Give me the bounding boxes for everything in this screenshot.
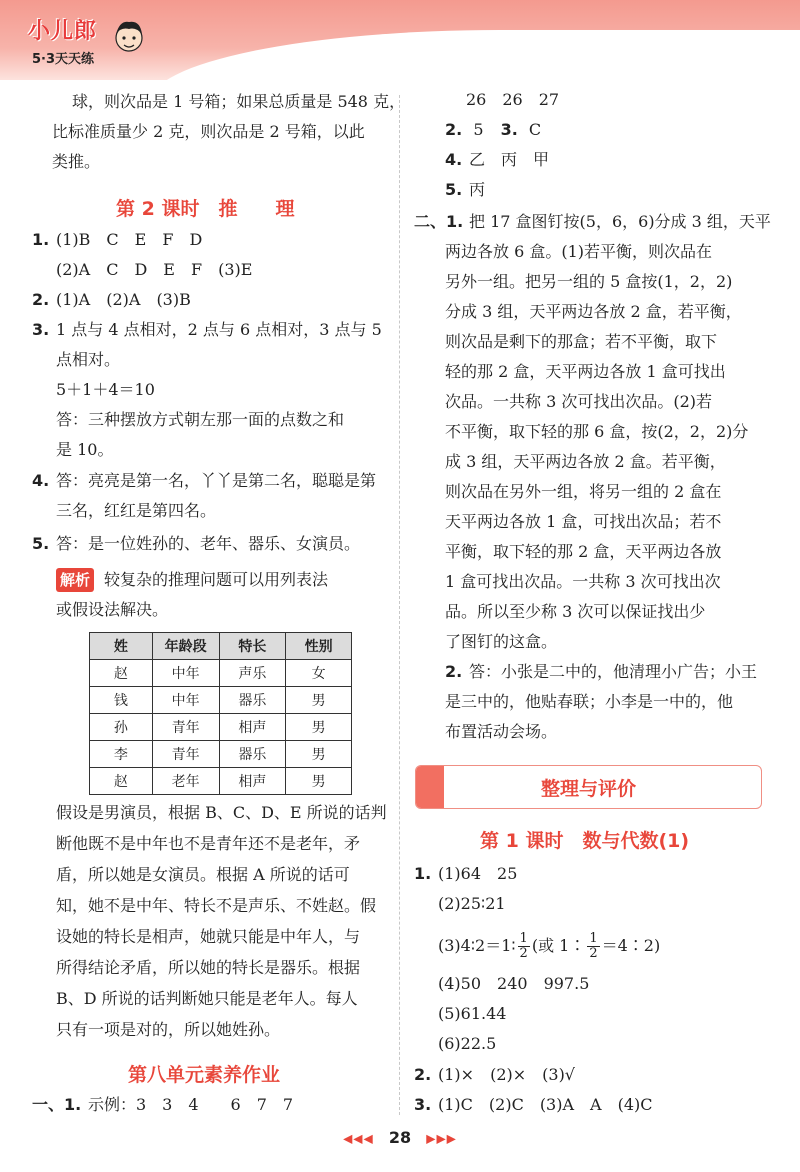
explain-line-1: 假设是男演员，根据 B、C、D、E 所说的话判 [56,803,387,822]
part2-q2-line-3: 布置活动会场。 [445,722,558,741]
a1-item-4: (4)50 240 997.5 [438,974,590,993]
r3-number: 3. [500,120,518,139]
intro-line-3: 类推。 [52,152,101,171]
a2-text: (1)× (2)× (3)√ [438,1065,576,1084]
section-banner [415,765,762,809]
a1-item-6: (6)22.5 [438,1034,497,1053]
table-cell: 赵 [90,660,153,687]
table-row [90,741,352,768]
part2-line-14: 品。所以至少称 3 次可以保证找出少 [445,602,706,621]
explain-line-8: 只有一项是对的，所以她姓孙。 [56,1020,281,1039]
intro-line-1: 球，则次品是 1 号箱；如果总质量是 548 克， [72,92,406,111]
part2-line-15: 了图钉的这盒。 [445,632,558,651]
table-cell: 女 [286,660,352,687]
part2-q2-line-2: 是三中的，他贴春联；小李是一中的，他 [445,692,734,711]
q5-number: 5. [32,534,50,553]
part2-q2-number: 2. [445,662,463,681]
table-header-row [90,633,352,660]
table-cell: 孙 [90,714,153,741]
fraction-numerator: 1 [519,931,528,946]
table-cell: 相声 [219,768,286,795]
table-cell: 男 [286,741,352,768]
logo-title: 小儿郎 [28,19,98,44]
q3-number: 3. [32,320,50,339]
q4-line-2: 三名，红红是第四名。 [56,501,217,520]
part2-line-6: 轻的那 2 盒，天平两边各放 1 盒可找出 [445,362,726,381]
analysis-text: 较复杂的推理问题可以用列表法 [104,570,329,589]
q4-line-1: 答：亮亮是第一名，丫丫是第二名，聪聪是第 [56,471,377,490]
table-cell: 中年 [152,687,219,714]
mascot-icon [112,18,146,58]
table-cell: 钱 [90,687,153,714]
reasoning-table [89,632,352,795]
table-cell: 器乐 [219,741,286,768]
table-cell: 男 [286,714,352,741]
page-number: 28 [388,1128,412,1147]
fraction-numerator: 1 [589,931,598,946]
next-arrows-icon: ▶▶▶ [426,1131,457,1146]
explain-line-5: 设她的特长是相声，她就只能是中年人，与 [56,927,361,946]
r5-text: 丙 [469,180,486,199]
table-row [90,660,352,687]
brand-logo [28,14,148,74]
part2-line-4: 分成 3 组，天平两边各放 2 盒，若平衡， [445,302,742,321]
a1-3-pre: (3)4∶2＝1∶ [438,936,516,955]
table-cell: 中年 [152,660,219,687]
a1-item-5: (5)61.44 [438,1004,507,1023]
page-footer [0,1128,800,1147]
table-header: 年龄段 [152,633,219,660]
table-cell: 声乐 [219,660,286,687]
a2-number: 2. [414,1065,432,1084]
a3-number: 3. [414,1095,432,1114]
r2-text: 5 [473,120,484,139]
part2-line-13: 1 盒可找出次品。一共称 3 次可找出次 [445,572,721,591]
fraction [587,932,599,961]
part2-line-1: 把 17 盒图钉按(5，6，6)分成 3 组，天平 [469,212,771,231]
part2-line-2: 两边各放 6 盒。(1)若平衡，则次品在 [445,242,713,261]
q1-number: 1. [32,230,50,249]
q1-line-1: (1)B C E F D [56,230,203,249]
r5-number: 5. [445,180,463,199]
fraction-denominator: 2 [519,946,528,961]
answer-2-3-line [445,119,541,141]
table-cell: 青年 [152,714,219,741]
a1-item-1: (1)64 25 [438,864,518,883]
a1-number: 1. [414,864,432,883]
table-cell: 相声 [219,714,286,741]
explain-line-6: 所得结论矛盾，所以她的特长是器乐。根据 [56,958,361,977]
a1-3-mid: (或 1∶ [531,936,586,955]
table-cell: 李 [90,741,153,768]
part2-line-11: 天平两边各放 1 盒，可找出次品；若不 [445,512,722,531]
r3-text: C [528,120,542,139]
column-divider [399,95,400,1115]
table-row [90,768,352,795]
table-header: 特长 [219,633,286,660]
a3-text: (1)C (2)C (3)A A (4)C [438,1095,653,1114]
q3-line-4: 答：三种摆放方式朝左那一面的点数之和 [56,410,345,429]
table-cell: 男 [286,687,352,714]
unit-q1-text: 示例：3 3 4 6 7 7 [88,1095,294,1114]
r4-text: 乙 丙 甲 [469,150,550,169]
logo-subtitle: 5·3天天练 [32,52,95,67]
fraction [518,932,530,961]
a1-3-post: ＝4∶2) [601,936,661,955]
r4-number: 4. [445,150,463,169]
explain-line-2: 断他既不是中年也不是青年还不是老年，矛 [56,834,361,853]
table-cell: 男 [286,768,352,795]
r2-number: 2. [445,120,463,139]
intro-line-2: 比标准质量少 2 克，则次品是 2 号箱，以此 [52,122,365,141]
part2-line-5: 则次品是剩下的那盒；若不平衡，取下 [445,332,718,351]
table-cell: 青年 [152,741,219,768]
analysis-line-2: 或假设法解决。 [56,600,169,619]
table-cell: 器乐 [219,687,286,714]
part2-line-3: 另外一组。把另一组的 5 盒按(1，2，2) [445,272,733,291]
table-header: 性别 [286,633,352,660]
q2-number: 2. [32,290,50,309]
q3-line-2: 点相对。 [56,350,121,369]
table-row [90,714,352,741]
a1-item-3 [438,932,660,961]
q2-text: (1)A (2)A (3)B [56,290,191,309]
explain-line-3: 盾，所以她是女演员。根据 A 所说的话可 [56,865,350,884]
q3-line-5: 是 10。 [56,440,114,459]
prev-arrows-icon: ◀◀◀ [343,1131,374,1146]
banner-title: 整理与评价 [540,778,636,800]
part2-line-10: 则次品在另外一组，将另一组的 2 盒在 [445,482,722,501]
q3-line-3: 5＋1＋4＝10 [56,380,155,399]
q4-number: 4. [32,471,50,490]
fraction-denominator: 2 [589,946,598,961]
part2-line-8: 不平衡，取下轻的那 6 盒，按(2，2，2)分 [445,422,749,441]
a1-item-2: (2)25∶21 [438,894,506,913]
explain-line-7: B、D 所说的话判断她只能是老年人。每人 [56,989,358,1008]
section-title-reasoning: 第 2 课时 推 理 [116,198,295,220]
analysis-line-1 [56,568,328,592]
unit-q1-number: 一、1. [32,1095,82,1114]
q3-line-1: 1 点与 4 点相对，2 点与 6 点相对，3 点与 5 [56,320,382,339]
part2-line-12: 平衡，取下轻的那 2 盒，天平两边各放 [445,542,722,561]
table-cell: 老年 [152,768,219,795]
table-header: 姓 [90,633,153,660]
table-row [90,687,352,714]
answer-top-line: 26 26 27 [466,90,560,109]
table-cell: 赵 [90,768,153,795]
unit-title: 第八单元素养作业 [128,1064,281,1086]
q5-text: 答：是一位姓孙的、老年、器乐、女演员。 [56,534,361,553]
explain-line-4: 知，她不是中年、特长不是声乐、不姓赵。假 [56,896,377,915]
part2-q2-line-1: 答：小张是二中的，他清理小广告；小王 [469,662,758,681]
analysis-tag: 解析 [56,568,94,592]
part2-q1-number: 二、1. [414,212,464,231]
lesson-title: 第 1 课时 数与代数(1) [480,830,690,852]
part2-line-7: 次品。一共称 3 次可找出次品。(2)若 [445,392,713,411]
q1-line-2: (2)A C D E F (3)E [56,260,253,279]
part2-line-9: 成 3 组，天平两边各放 2 盒。若平衡， [445,452,726,471]
